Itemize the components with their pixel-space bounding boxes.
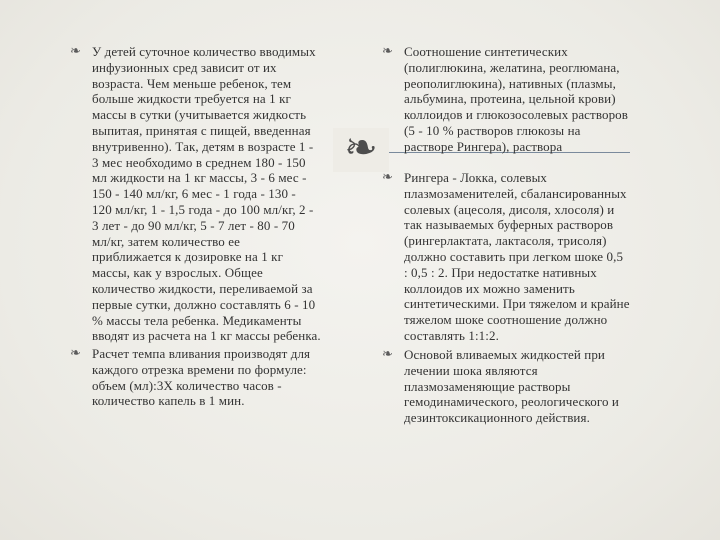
bullet-item-colloid-ratio (382, 44, 672, 155)
bullet-ornament-icon: ❧ (382, 170, 393, 185)
bullet-item-infusion-rate (70, 346, 360, 409)
ornament-divider-icon: ❧ (333, 128, 389, 172)
bullet-text: Расчет темпа вливания производят для каждого отрезка времени по формуле: объем (мл):3Х количество часов - количество капель в 1 мин. (92, 346, 311, 409)
bullet-item-fluid-volume-children (70, 44, 366, 344)
bullet-item-ringer-solutions (382, 170, 672, 344)
bullet-ornament-icon: ❧ (70, 346, 81, 361)
bullet-ornament-icon: ❧ (70, 44, 81, 59)
bullet-text: Основой вливаемых жидкостей при лечении шока являются плазмозаменяющие растворы гемодинамического, реологического и дезинтоксикационного действия. (404, 347, 619, 426)
bullet-text: Рингера - Локка, солевых плазмозаменителей, сбалансированных солевых (ацесоля, дисоля, хлосоля) и так называемых буферных растворов (рингерлактата, лактасоля, трисоля) должно составить при легком шоке 0,5 : 0,5 : 2. При недостатке нативных коллоидов их можно заменить синтетическими. При тяжелом и крайне тяжелом шоке соотношение должно составлять 1:1:2. (404, 170, 630, 343)
bullet-item-shock-treatment-basis (382, 347, 672, 426)
bullet-ornament-icon: ❧ (382, 44, 393, 59)
bullet-text: У детей суточное количество вводимых инфузионных сред зависит от их возраста. Чем меньше ребенок, тем больше жидкости требуется на 1 кг массы в сутки (учитывается жидкость выпитая, принятая с пищей, введенная внутривенно). Так, детям в возрасте 1 - 3 мес необходимо в среднем 180 - 150 мл жидкости на 1 кг массы, 3 - 6 мес - 150 - 140 мл/кг, 6 мес - 1 года - 130 - 120 мл/кг, 1 - 1,5 года - до 100 мл/кг, 2 - 3 лет - до 90 мл/кг, 5 - 7 лет - 80 - 70 мл/кг, затем количество ее приближается к дозировке на 1 кг массы, как у взрослых. Общее количество жидкости, переливаемой за первые сутки, должно составлять 6 - 10 % массы тела ребенка. Медикаменты вводят из расчета на 1 кг массы ребенка. (92, 44, 321, 344)
bullet-text: Соотношение синтетических (полиглюкина, желатина, реоглюмана, реополиглюкина), нативных (плазмы, альбумина, протеина, цельной крови) коллоидов и глюкозосолевых растворов (5 - 10 % растворов глюкозы на растворе Рингера), раствора (404, 44, 629, 154)
bullet-ornament-icon: ❧ (382, 347, 393, 362)
